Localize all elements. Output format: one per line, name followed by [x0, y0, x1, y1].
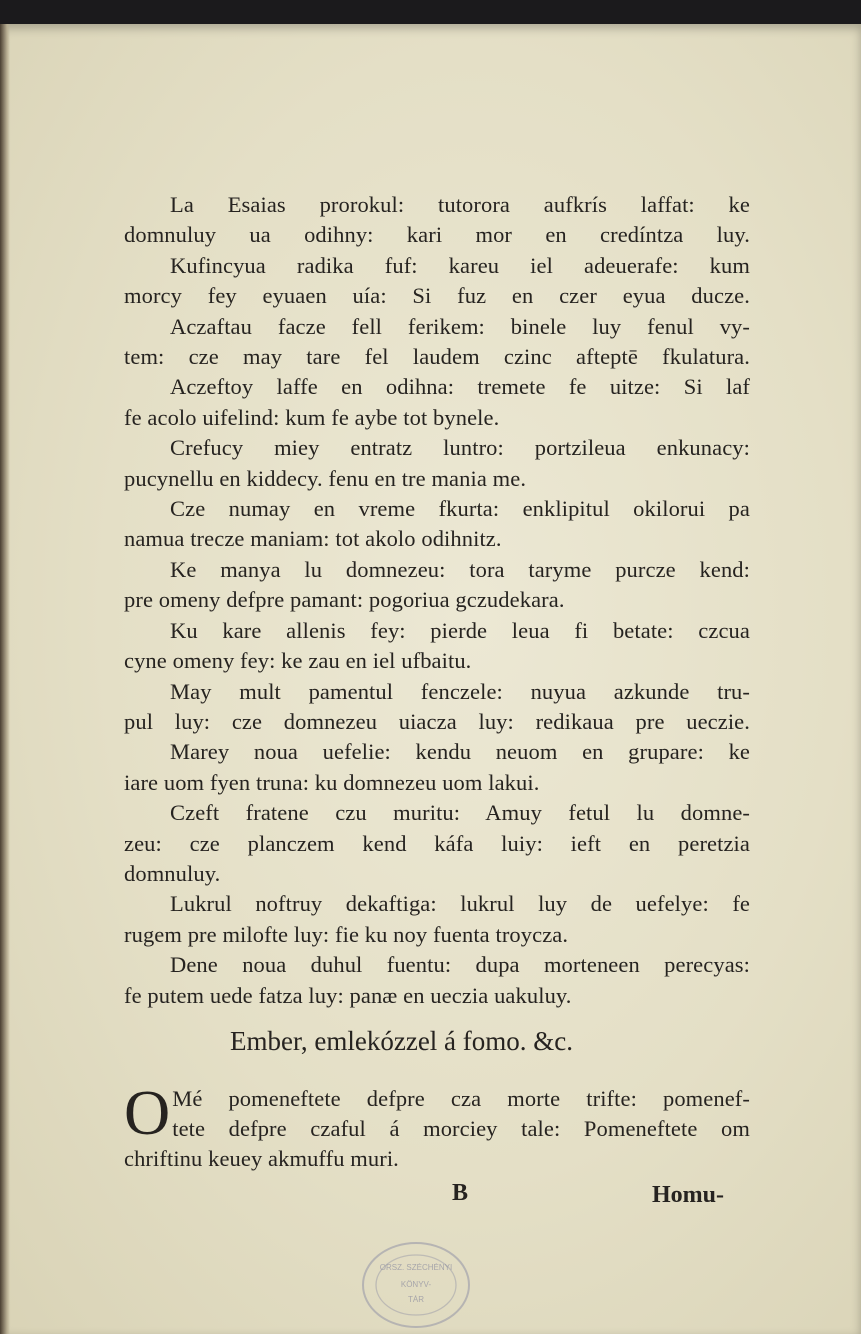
- text-line-20: iare uom fyen truna: ku domnezeu uom lakui.: [124, 769, 540, 795]
- text-line-26: Dene noua duhul fuentu: dupa morteneen perecyas:: [170, 952, 750, 978]
- text-line-22: zeu: cze planczem kend káfa luiy: ieft en peretzia: [124, 830, 750, 856]
- svg-text:ORSZ. SZÉCHÉNYI: ORSZ. SZÉCHÉNYI: [379, 1263, 453, 1272]
- verse-line-1: Mé pomeneftete defpre cza morte trifte: pomenef-: [172, 1086, 750, 1111]
- binding-gutter: [0, 24, 10, 1334]
- text-line-19: Marey noua uefelie: kendu neuom en grupare: ke: [170, 739, 750, 765]
- text-line-23: domnuluy.: [124, 860, 221, 886]
- text-line-11: Cze numay en vreme fkurta: enklipitul okilorui pa: [170, 496, 750, 522]
- text-line-24: Lukrul noftruy dekaftiga: lukrul luy de uefelye: fe: [170, 891, 750, 917]
- text-line-17: May mult pamentul fenczele: nuyua azkunde tru-: [170, 678, 750, 704]
- text-line-25: rugem pre milofte luy: fie ku noy fuenta troycza.: [124, 921, 569, 947]
- text-line-2: domnuluy ua odihny: kari mor en credíntza luy.: [124, 222, 750, 248]
- section-heading: Ember, emlekózzel á fomo. &c.: [230, 1026, 574, 1056]
- verse-line-3: chriftinu keuey akmuffu muri.: [124, 1146, 399, 1171]
- text-line-7: Aczeftoy laffe en odihna: tremete fe uitze: Si laf: [170, 374, 750, 400]
- text-line-9: Crefucy miey entratz luntro: portzileua enkunacy:: [170, 435, 750, 461]
- text-line-8: fe acolo uifelind: kum fe aybe tot bynele.: [124, 404, 500, 430]
- svg-text:KÖNYV-: KÖNYV-: [400, 1280, 432, 1289]
- text-line-27: fe putem uede fatza luy: panæ en ueczia uakuluy.: [124, 982, 572, 1008]
- text-line-16: cyne omeny fey: ke zau en iel ufbaitu.: [124, 648, 472, 674]
- verse-line-2: tete defpre czaful á morciey tale: Pomeneftete om: [172, 1116, 750, 1141]
- text-line-15: Ku kare allenis fey: pierde leua fi betate: czcua: [170, 617, 750, 643]
- text-line-13: Ke manya lu domnezeu: tora taryme purcze kend:: [170, 556, 750, 582]
- signature-mark: B: [452, 1180, 469, 1206]
- text-line-3: Kufincyua radika fuf: kareu iel adeuerafe: kum: [170, 252, 750, 278]
- drop-cap-initial: O: [124, 1077, 171, 1148]
- text-line-21: Czeft fratene czu muritu: Amuy fetul lu domne-: [170, 800, 750, 826]
- text-line-6: tem: cze may tare fel laudem czinc afteptē fkulatura.: [124, 344, 750, 370]
- catchword: Homu-: [652, 1182, 724, 1208]
- library-stamp-icon: [360, 1240, 472, 1330]
- text-line-12: namua trecze maniam: tot akolo odihnitz.: [124, 526, 502, 552]
- text-line-1: La Esaias prorokul: tutorora aufkrís laffat: ke: [170, 192, 750, 217]
- text-line-10: pucynellu en kiddecy. fenu en tre mania me.: [124, 465, 527, 491]
- text-line-4: morcy fey eyuaen uía: Si fuz en czer eyua ducze.: [124, 283, 750, 309]
- hymn-text-block: [124, 190, 750, 1011]
- text-line-18: pul luy: cze domnezeu uiacza luy: redikaua pre ueczie.: [124, 708, 750, 734]
- verse-block: [124, 1077, 750, 1174]
- text-line-5: Aczaftau facze fell ferikem: binele luy fenul vy-: [170, 313, 750, 339]
- svg-text:TÁR: TÁR: [408, 1295, 424, 1304]
- text-line-14: pre omeny defpre pamant: pogoriua gczudekara.: [124, 587, 565, 613]
